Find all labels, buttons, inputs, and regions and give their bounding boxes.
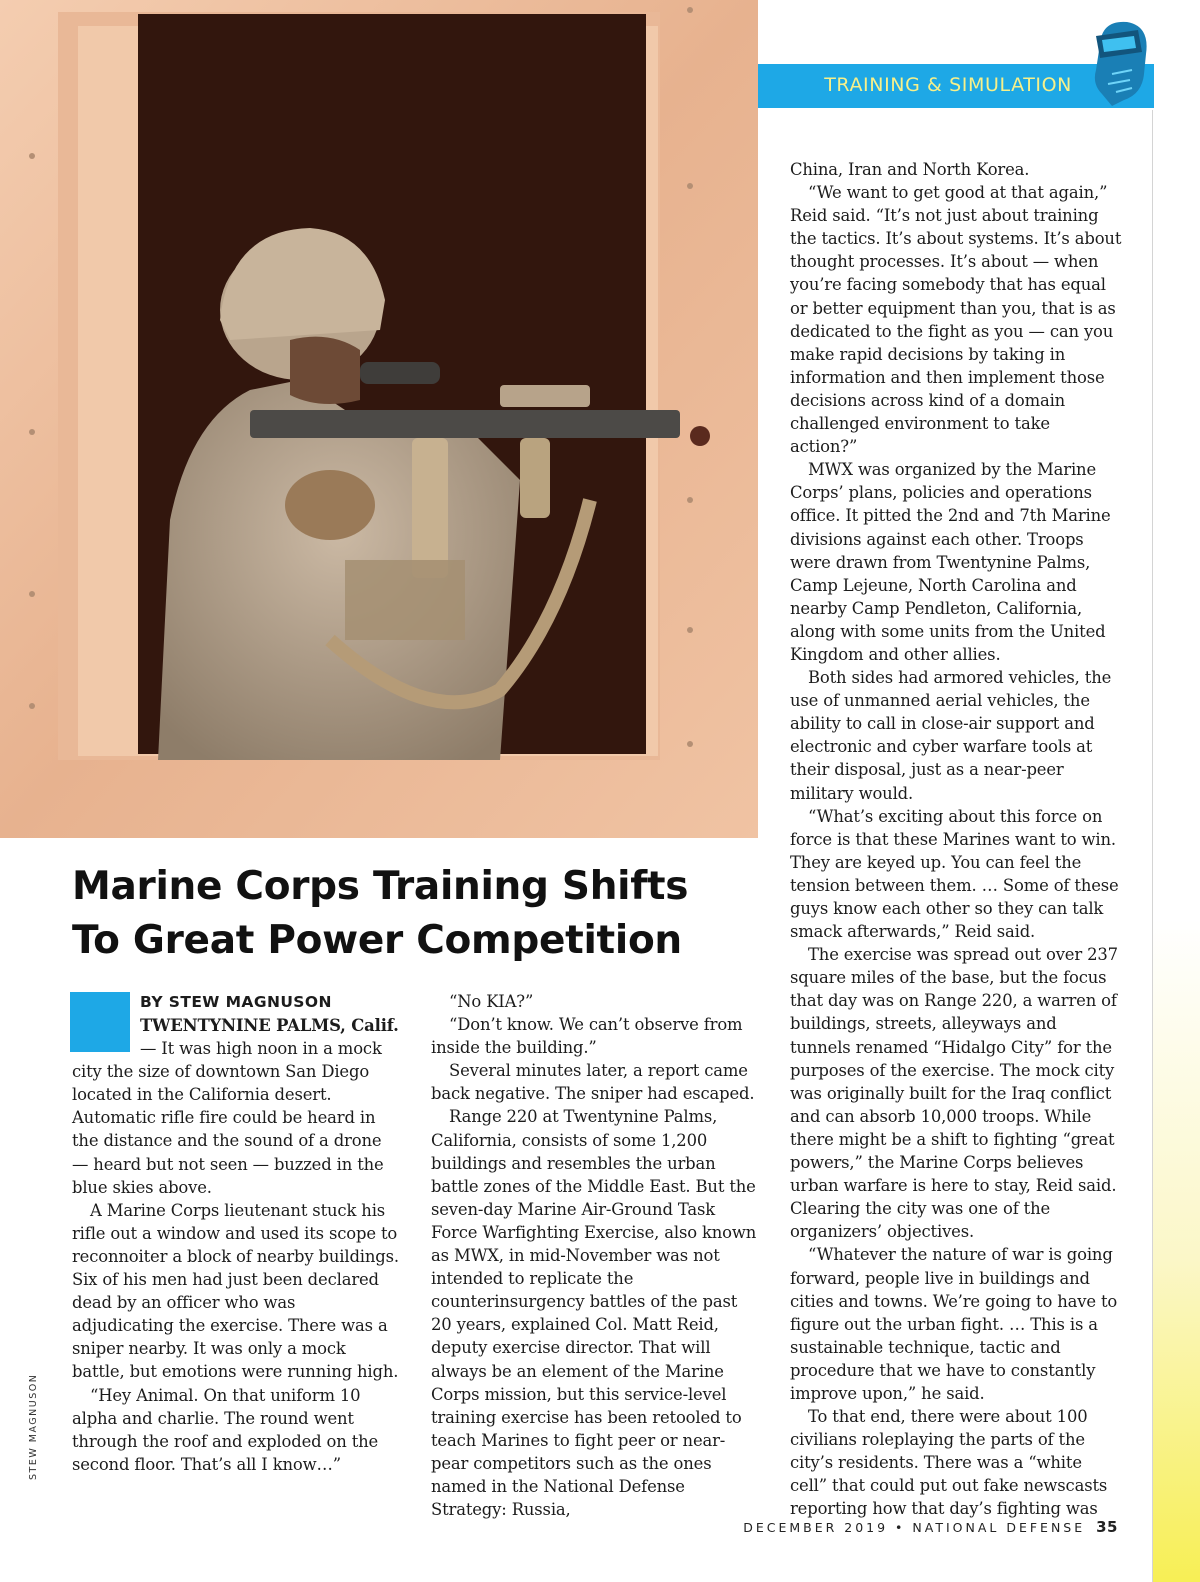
drop-square	[70, 992, 130, 1052]
paragraph: — It was high noon in a mock city the size of downtown San Diego located in the California desert. Automatic rifle fire could be heard in the distance and the sound of a drone — heard but not seen — buzzed in the blue skies above.	[72, 1039, 384, 1197]
paragraph: To that end, there were about 100 civilians roleplaying the parts of the city’s residents. There was a “white cell” that could put out fake newscasts reporting how that day’s fighting was	[790, 1407, 1108, 1519]
paragraph: “We want to get good at that again,” Reid said. “It’s not just about training the tactics. It’s about systems. It’s about thought processes. It’s about — when you’re facing somebody that has equal or better equipment than you, that is as dedicated to the fight as you — can you make rapid decisions by taking in information and then implement those decisions across kind of a domain challenged environment to take action?”	[790, 183, 1122, 457]
paragraph: A Marine Corps lieutenant stuck his rifle out a window and used its scope to reconnoiter a block of nearby buildings. Six of his men had just been declared dead by an officer who was adjudicating the exercise. There was a sniper nearby. It was only a mock battle, but emotions were running high.	[72, 1200, 399, 1382]
page-number: 35	[1096, 1518, 1118, 1536]
paragraph: Several minutes later, a report came back negative. The sniper had escaped.	[431, 1061, 755, 1104]
paragraph: The exercise was spread out over 237 square miles of the base, but the focus that day was on Range 220, a warren of buildings, streets, alleyways and tunnels renamed “Hidalgo City” for the purposes of the exercise. The mock city was originally built for the Iraq conflict and can absorb 10,000 troops. While there might be a shift to fighting “great powers,” the Marine Corps believes urban warfare is here to stay, Reid said. Clearing the city was one of the organizers’ objectives.	[790, 945, 1118, 1242]
page-footer	[743, 1518, 1118, 1536]
paragraph: Both sides had armored vehicles, the use of unmanned aerial vehicles, the ability to call in close-air support and electronic and cyber warfare tools at their disposal, just as a near-peer military would.	[790, 668, 1112, 803]
marine-aiming-rifle-photo	[0, 0, 758, 838]
paragraph: “Don’t know. We can’t observe from inside the building.”	[431, 1015, 743, 1058]
headline-line-1: Marine Corps Training Shifts	[72, 864, 689, 909]
page-edge-rule	[1152, 110, 1153, 1582]
paragraph: “What’s exciting about this force on force is that these Marines want to win. They are keyed up. You can feel the tension between them. … Some of these guys know each other so they can talk smack afterwards,” Reid said.	[790, 806, 1119, 942]
article-column-2	[431, 990, 761, 1521]
paragraph: MWX was organized by the Marine Corps’ plans, policies and operations office. It pitted the 2nd and 7th Marine divisions against each other. Troops were drawn from Twentynine Palms, Camp Lejeune, North Carolina and nearby Camp Pendleton, California, along with some units from the United Kingdom and other allies.	[790, 460, 1111, 664]
headline-line-2: To Great Power Competition	[72, 918, 682, 963]
vr-headset-head-icon	[1072, 14, 1162, 110]
page-edge-gradient	[1152, 110, 1200, 1582]
photo-credit: STEW MAGNUSON	[28, 1373, 39, 1480]
paragraph: “Whatever the nature of war is going forward, people live in buildings and cities and towns. We’re going to have to figure out the urban fight. … This is a sustainable technique, tactic and procedure that we have to constantly improve upon,” he said.	[790, 1245, 1118, 1403]
article-column-1	[72, 990, 402, 1476]
article-column-3	[790, 158, 1122, 1521]
article-headline	[72, 860, 752, 968]
paragraph: “No KIA?”	[449, 992, 534, 1011]
issue-info: DECEMBER 2019 • NATIONAL DEFENSE	[743, 1520, 1086, 1535]
dateline: TWENTYNINE PALMS, Calif.	[140, 1016, 399, 1035]
paragraph: “Hey Animal. On that uniform 10 alpha and charlie. The round went through the roof and exploded on the second floor. That’s all I know…”	[72, 1385, 379, 1474]
paragraph: Range 220 at Twentynine Palms, California, consists of some 1,200 buildings and resembles the urban battle zones of the Middle East. But the seven-day Marine Air-Ground Task Force Warfighting Exercise, also known as MWX, in mid-November was not intended to replicate the counterinsurgency battles of the past 20 years, explained Col. Matt Reid, deputy exercise director. That will always be an element of the Marine Corps mission, but this service-level training exercise has been retooled to teach Marines to fight peer or near-pear competitors such as the ones named in the National Defense Strategy: Russia,	[431, 1107, 757, 1520]
section-label: TRAINING & SIMULATION	[824, 74, 1072, 96]
byline: BY STEW MAGNUSON	[140, 993, 332, 1011]
paragraph: China, Iran and North Korea.	[790, 160, 1030, 179]
